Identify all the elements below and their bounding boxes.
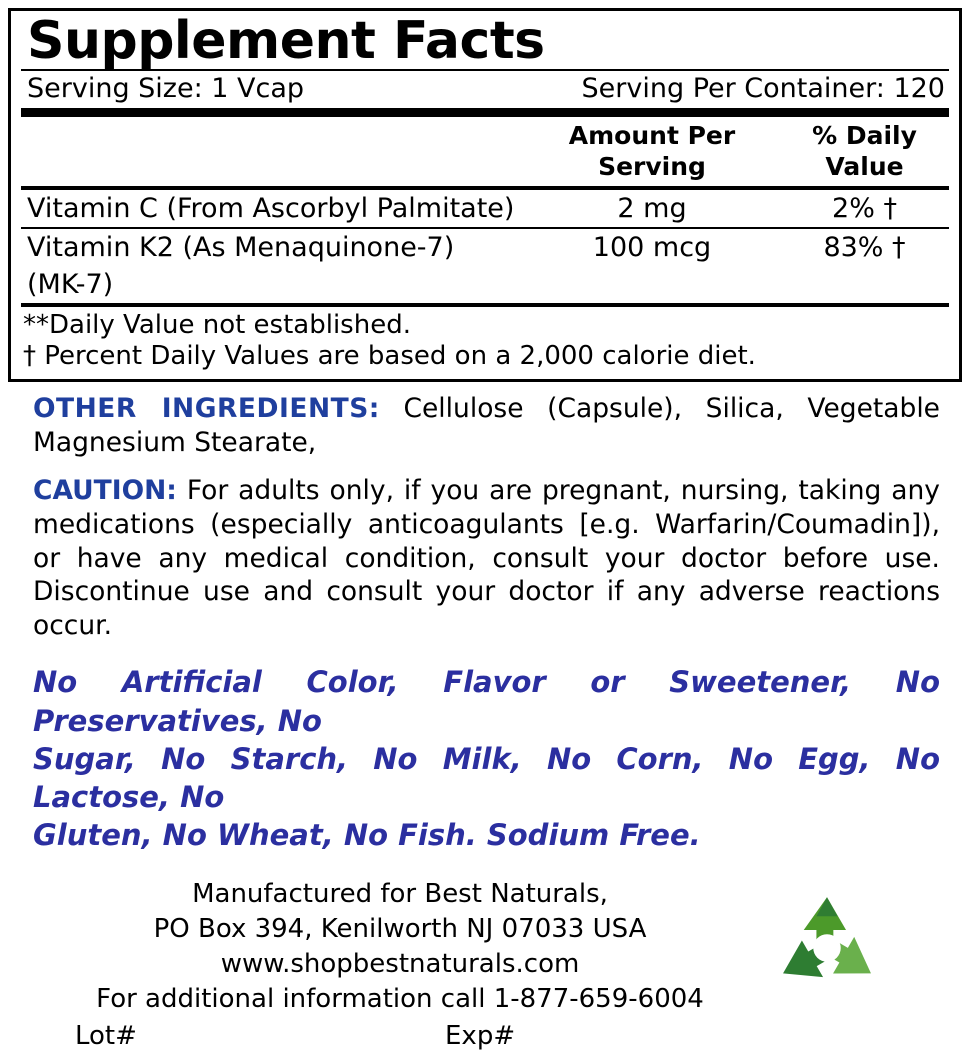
free-from-claims bbox=[33, 663, 940, 854]
supplement-facts-title: Supplement Facts bbox=[27, 11, 545, 71]
header-dv-line1: % Daily bbox=[812, 121, 917, 150]
nutrient-amount: 2 mg bbox=[617, 192, 687, 224]
supplement-label bbox=[0, 8, 970, 1051]
contact-phone: For additional information call 1-877-659-6004 bbox=[96, 983, 704, 1014]
table-row bbox=[21, 190, 949, 227]
label-body bbox=[0, 382, 970, 855]
other-ingredients-text: Cellulose (Capsule), Silica, Vegetable Magnesium Stearate, bbox=[33, 392, 940, 458]
footnote-daily-value-not-established: **Daily Value not established. bbox=[23, 309, 411, 340]
nutrient-name: Vitamin K2 (As Menaquinone-7) bbox=[27, 231, 455, 263]
header-daily-value bbox=[782, 120, 947, 183]
header-dv-line2: Value bbox=[825, 152, 904, 182]
nutrient-amount: 100 mcg bbox=[592, 231, 712, 263]
lot-exp-row bbox=[30, 1021, 940, 1051]
other-ingredients-paragraph bbox=[33, 392, 940, 460]
caution-label: CAUTION: bbox=[33, 474, 177, 506]
header-amount-line2: Serving bbox=[598, 152, 706, 182]
claims-line-1: No Artificial Color, Flavor or Sweetener, No Preservatives, No bbox=[33, 665, 940, 738]
company-address: PO Box 394, Kenilworth NJ 07033 USA bbox=[153, 913, 647, 944]
claims-line-3: Gluten, No Wheat, No Fish. Sodium Free. bbox=[33, 818, 701, 853]
caution-paragraph bbox=[33, 474, 940, 644]
nutrient-name: Vitamin C (From Ascorbyl Palmitate) bbox=[27, 192, 515, 224]
supplement-facts-panel bbox=[8, 8, 962, 382]
nutrient-name-continued: (MK-7) bbox=[27, 268, 114, 300]
manufactured-for: Manufactured for Best Naturals, bbox=[192, 878, 608, 909]
claims-line-2: Sugar, No Starch, No Milk, No Corn, No Egg, No Lactose, No bbox=[33, 741, 940, 815]
exp-label: Exp# bbox=[445, 1020, 516, 1051]
header-amount-line1: Amount Per bbox=[568, 121, 736, 150]
recycle-icon bbox=[762, 893, 892, 1003]
lot-label: Lot# bbox=[75, 1020, 137, 1051]
servings-per-container: Serving Per Container: 120 bbox=[581, 73, 945, 104]
header-amount-per-serving bbox=[522, 120, 782, 183]
caution-text: For adults only, if you are pregnant, nursing, taking any medications (especially anticoagulants [e.g. Warfarin/Coumadin]), or have any medical condition, consult your doctor before use. Discontinue use and consult your doctor if any adverse reactions occur. bbox=[33, 474, 940, 642]
serving-size: Serving Size: 1 Vcap bbox=[27, 73, 305, 104]
nutrient-daily-value: 83% † bbox=[823, 231, 906, 263]
footnotes bbox=[21, 307, 949, 375]
table-header-row bbox=[21, 117, 949, 186]
table-row-continuation bbox=[21, 266, 949, 303]
other-ingredients-label: OTHER INGREDIENTS: bbox=[33, 392, 380, 424]
footnote-percent-daily-values: † Percent Daily Values are based on a 2,000 calorie diet. bbox=[23, 341, 756, 372]
nutrient-daily-value: 2% † bbox=[832, 192, 897, 224]
serving-info-row bbox=[21, 71, 949, 108]
divider-thick-top bbox=[21, 108, 949, 117]
company-website: www.shopbestnaturals.com bbox=[220, 948, 580, 979]
table-row bbox=[21, 229, 949, 266]
label-footer bbox=[0, 877, 970, 1051]
